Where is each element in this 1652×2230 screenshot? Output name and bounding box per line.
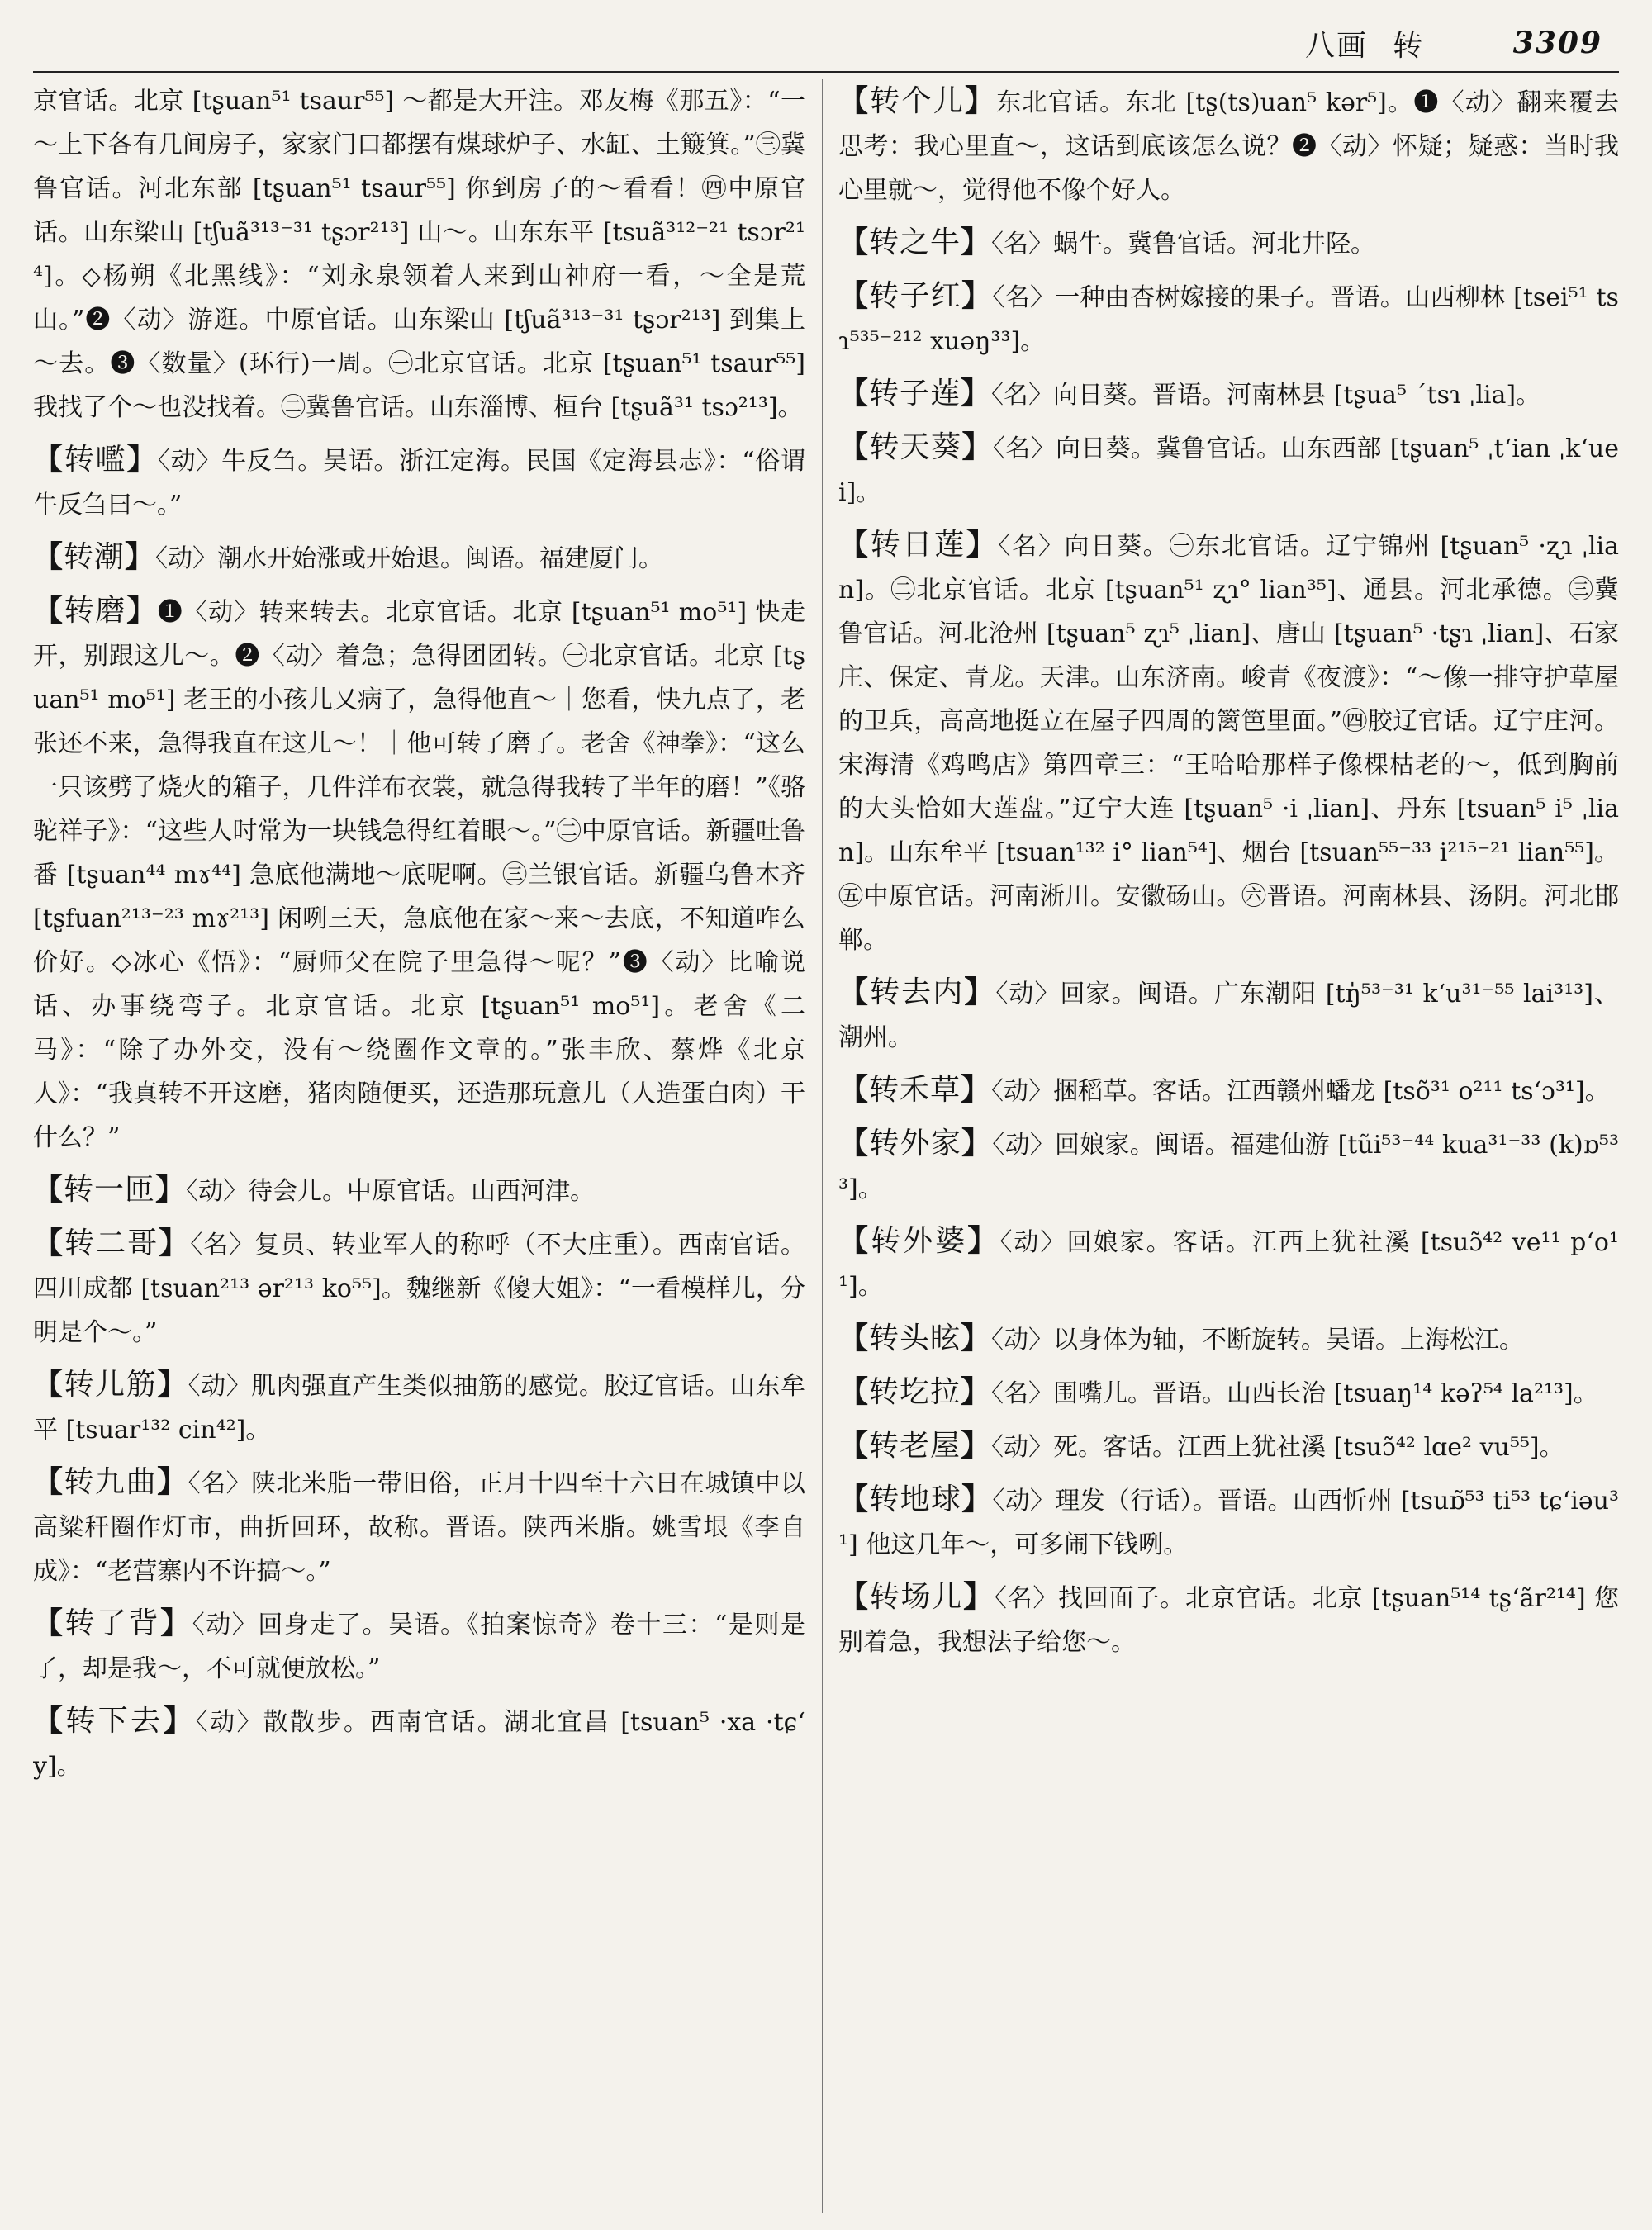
headword: 【转下去】 bbox=[33, 1703, 196, 1738]
definition-text: 〈动〉待会儿。中原官话。山西河津。 bbox=[186, 1177, 596, 1206]
dictionary-entry bbox=[838, 1575, 1619, 1664]
definition-text: 〈名〉围嘴儿。晋语。山西长治 [tsuaŋ¹⁴ kəʔ⁵⁴ la²¹³]。 bbox=[991, 1379, 1598, 1408]
headword: 【转场儿】 bbox=[838, 1579, 995, 1614]
headword: 【转老屋】 bbox=[838, 1428, 992, 1463]
definition-text: ❶〈动〉转来转去。北京官话。北京 [tʂuan⁵¹ mo⁵¹] 快走开，别跟这儿～。❷〈动〉着急；急得团团转。㊀北京官话。北京 [tʂuan⁵¹ mo⁵¹] 老王的小孩儿又病了，急得他直～｜您看，快九点了，老张还不来，急得我直在这儿～！｜他可转了磨了。老舍《神拳》：“这么一只该劈了烧火的箱子，几件洋布衣裳，就急得我转了半年的磨！”《骆驼祥子》：“这些人时常为一块钱急得红着眼～。”㊁中原官话。新疆吐鲁番 [tʂuan⁴⁴ mɤ⁴⁴] 急底他满地～底呢啊。㊂兰银官话。新疆乌鲁木齐 [tʂfuan²¹³⁻²³ mɤ²¹³] 闲咧三天，急底他在家～来～去底，不知道咋么价好。◇冰心《悟》：“厨师父在院子里急得～呢？”❸〈动〉比喻说话、办事绕弯子。北京官话。北京 [tʂuan⁵¹ mo⁵¹]。老舍《二马》：“除了办外交，没有～绕圈作文章的。”张丰欣、蔡烨《北京人》：“我真转不开这磨，猪肉随便买，还造那玩意儿（人造蛋白肉）干什么？” bbox=[33, 598, 805, 1152]
dictionary-entry bbox=[838, 79, 1619, 212]
headword: 【转外婆】 bbox=[838, 1223, 1000, 1258]
dictionary-entry bbox=[33, 79, 805, 429]
left-column bbox=[33, 79, 805, 2218]
dictionary-entry bbox=[33, 1460, 805, 1593]
headword: 【转子红】 bbox=[838, 278, 993, 313]
headword: 【转日莲】 bbox=[838, 527, 999, 562]
headword: 【转子莲】 bbox=[838, 376, 992, 410]
definition-text: 〈动〉散散步。西南官话。湖北宜昌 [tsuan⁵ ·xa ·tɕʻy]。 bbox=[33, 1708, 805, 1781]
dictionary-entry bbox=[33, 1222, 805, 1355]
definition-text: 〈动〉回家。闽语。广东潮阳 [tŋ̍⁵³⁻³¹ kʻu³¹⁻⁵⁵ lai³¹³]、潮州。 bbox=[838, 980, 1619, 1052]
headword: 【转九曲】 bbox=[33, 1464, 188, 1499]
dictionary-entry bbox=[33, 1168, 805, 1213]
definition-text: 〈动〉回娘家。客话。江西上犹社溪 [tsuɔ̃⁴² ve¹¹ pʻo¹¹]。 bbox=[838, 1228, 1619, 1301]
dictionary-entry bbox=[33, 1363, 805, 1452]
headword: 【转地球】 bbox=[838, 1482, 993, 1516]
dictionary-entry bbox=[838, 425, 1619, 515]
definition-text: 〈动〉回娘家。闽语。福建仙游 [tũi⁵³⁻⁴⁴ kua³¹⁻³³ (k)ɒ⁵³³]。 bbox=[838, 1131, 1619, 1203]
definition-text: 〈动〉捆稻草。客话。江西赣州蟠龙 [tsõ³¹ o²¹¹ tsʻɔ³¹]。 bbox=[991, 1077, 1610, 1106]
page-number: 3309 bbox=[1512, 26, 1602, 60]
headword: 【转圪拉】 bbox=[838, 1374, 992, 1409]
headword: 【转潮】 bbox=[33, 539, 156, 574]
headword: 【转天葵】 bbox=[838, 429, 993, 464]
headword: 【转外家】 bbox=[838, 1126, 993, 1160]
dictionary-entry bbox=[838, 274, 1619, 363]
definition-text: 〈动〉回身走了。吴语。《拍案惊奇》卷十三：“是则是了，却是我～，不可就便放松。” bbox=[33, 1611, 805, 1683]
definition-text: 东北官话。东北 [tʂ(ts)uan⁵ kər⁵]。❶〈动〉翻来覆去思考：我心里直～，这话到底该怎么说？❷〈动〉怀疑；疑惑：当时我心里就～，觉得他不像个好人。 bbox=[838, 88, 1619, 205]
definition-text: 〈名〉蜗牛。冀鲁官话。河北井陉。 bbox=[991, 230, 1376, 259]
right-column bbox=[838, 79, 1619, 2218]
headword: 【转儿筋】 bbox=[33, 1367, 188, 1402]
definition-text: 〈动〉肌肉强直产生类似抽筋的感觉。胶辽官话。山东牟平 [tsuar¹³² cin⁴²]。 bbox=[33, 1372, 805, 1445]
definition-text: 京官话。北京 [tʂuan⁵¹ tsaur⁵⁵] ～都是大开注。邓友梅《那五》：“一～上下各有几间房子，家家门口都摆有煤球炉子、水缸、土簸箕。”㊂冀鲁官话。河北东部 [tʂuan⁵¹ tsaur⁵⁵] 你到房子的～看看！㊃中原官话。山东梁山 [tʃuã³¹³⁻³¹ tʂɔr²¹³] 山～。山东东平 [tsuã³¹²⁻²¹ tsɔr²¹⁴]。◇杨朔《北黑线》：“刘永泉领着人来到山神府一看，～全是荒山。”❷〈动〉游逛。中原官话。山东梁山 [tʃuã³¹³⁻³¹ tʂɔr²¹³] 到集上～去。❸〈数量〉(环行)一周。㊀北京官话。北京 [tʂuan⁵¹ tsaur⁵⁵] 我找了个～也没找着。㊁冀鲁官话。山东淄博、桓台 [tʂuã³¹ tsɔ²¹³]。 bbox=[33, 87, 805, 422]
running-header bbox=[1305, 18, 1602, 68]
header-rule bbox=[33, 71, 1619, 73]
definition-text: 〈名〉陕北米脂一带旧俗，正月十四至十六日在城镇中以高粱秆圈作灯市，曲折回环，故称。晋语。陕西米脂。姚雪垠《李自成》：“老营寨内不许搞～。” bbox=[33, 1469, 805, 1586]
definition-text: 〈名〉向日葵。晋语。河南林县 [tʂua⁵ ˊtsɿ ˌlia]。 bbox=[991, 381, 1541, 410]
definition-text: 〈名〉一种由杏树嫁接的果子。晋语。山西柳林 [tsei⁵¹ tsɿ⁵³⁵⁻²¹² xuəŋ³³]。 bbox=[838, 283, 1619, 356]
dictionary-entry bbox=[838, 1424, 1619, 1469]
headword: 【转去内】 bbox=[838, 975, 996, 1009]
dictionary-entry bbox=[838, 1068, 1619, 1113]
definition-text: 〈名〉向日葵。㊀东北官话。辽宁锦州 [tʂuan⁵ ·ʐɿ ˌlian]。㊁北京官话。北京 [tʂuan⁵¹ ʐɿ° lian³⁵]、通县。河北承德。㊂冀鲁官话。河北沧州 [tʂuan⁵ ʐɿ⁵ ˌlian]、唐山 [tʂuan⁵ ·tʂɿ ˌlian]、石家庄、保定、青龙。天津。山东济南。峻青《夜渡》：“～像一排守护草屋的卫兵，高高地挺立在屋子四周的篱笆里面。”㊃胶辽官话。辽宁庄河。宋海清《鸡鸣店》第四章三：“王哈哈那样子像棵枯老的～，低到胸前的大头恰如大莲盘。”辽宁大连 [tʂuan⁵ ·i ˌlian]、丹东 [tsuan⁵ i⁵ ˌlian]。山东牟平 [tsuan¹³² i° lian⁵⁴]、烟台 [tsuan⁵⁵⁻³³ i²¹⁵⁻²¹ lian⁵⁵]。㊄中原官话。河南淅川。安徽砀山。㊅晋语。河南林县、汤阴。河北邯郸。 bbox=[838, 532, 1619, 955]
headword: 【转头眩】 bbox=[838, 1321, 992, 1355]
definition-text: 〈名〉向日葵。冀鲁官话。山东西部 [tʂuan⁵ ˌtʻian ˌkʻuei]。 bbox=[838, 434, 1619, 507]
headword: 【转个儿】 bbox=[838, 83, 997, 118]
headword: 【转嚂】 bbox=[33, 442, 158, 477]
definition-text: 〈名〉复员、转业军人的称呼（不大庄重）。西南官话。四川成都 [tsuan²¹³ ər²¹³ ko⁵⁵]。魏继新《傻大姐》：“一看模样儿，分明是个～。” bbox=[33, 1231, 805, 1347]
dictionary-entry bbox=[838, 523, 1619, 962]
definition-text: 〈动〉以身体为轴，不断旋转。吴语。上海松江。 bbox=[991, 1326, 1525, 1355]
headword: 【转一匝】 bbox=[33, 1172, 187, 1207]
header-char: 转 bbox=[1393, 28, 1425, 63]
definition-text: 〈名〉找回面子。北京官话。北京 [tʂuan⁵¹⁴ tʂʻãr²¹⁴] 您别着急，我想法子给您～。 bbox=[838, 1584, 1619, 1657]
dictionary-entry bbox=[838, 1219, 1619, 1308]
headword: 【转禾草】 bbox=[838, 1072, 992, 1107]
definition-text: 〈动〉死。客话。江西上犹社溪 [tsuɔ̃⁴² lɑe² vu⁵⁵]。 bbox=[991, 1433, 1564, 1462]
dictionary-entry bbox=[33, 589, 805, 1160]
dictionary-entry bbox=[33, 438, 805, 527]
definition-text: 〈动〉理发（行话）。晋语。山西忻州 [tsuɒ̃⁵³ ti⁵³ tɕʻiəu³¹] 他这几年～，可多闹下钱咧。 bbox=[838, 1487, 1619, 1559]
dictionary-entry bbox=[838, 1370, 1619, 1416]
definition-text: 〈动〉潮水开始涨或开始退。闽语。福建厦门。 bbox=[155, 544, 664, 573]
headword: 【转之牛】 bbox=[838, 225, 992, 259]
dictionary-entry bbox=[838, 1317, 1619, 1362]
dictionary-entry bbox=[838, 1478, 1619, 1567]
dictionary-entry bbox=[838, 970, 1619, 1060]
definition-text: 〈动〉牛反刍。吴语。浙江定海。民国《定海县志》：“俗谓牛反刍曰～。” bbox=[33, 447, 805, 520]
dictionary-entry bbox=[838, 1122, 1619, 1211]
header-section: 八画 bbox=[1305, 28, 1369, 63]
dictionary-entry bbox=[838, 372, 1619, 417]
dictionary-entry bbox=[33, 1699, 805, 1788]
dictionary-entry bbox=[838, 221, 1619, 266]
column-divider bbox=[822, 79, 823, 2213]
dictionary-entry bbox=[33, 535, 805, 581]
headword: 【转二哥】 bbox=[33, 1226, 191, 1260]
headword: 【转了背】 bbox=[33, 1606, 192, 1640]
headword: 【转磨】 bbox=[33, 593, 158, 628]
dictionary-entry bbox=[33, 1601, 805, 1691]
